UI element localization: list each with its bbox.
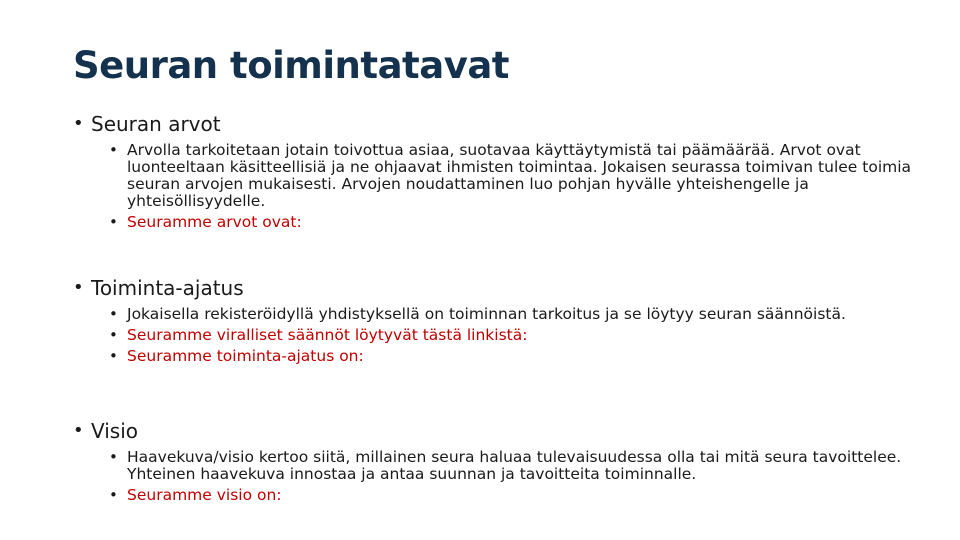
mission-description (109, 306, 917, 323)
values-statement-text: Seuramme arvot ovat: (127, 213, 302, 231)
section-vision (73, 419, 913, 504)
heading-text: Visio (91, 419, 139, 443)
bullet-icon: • (109, 141, 118, 159)
slide-title: Seuran toimintatavat (73, 44, 509, 87)
bullet-icon: • (73, 277, 84, 298)
section-heading-values (73, 112, 913, 136)
section-heading-mission (73, 276, 913, 300)
heading-text: Toiminta-ajatus (91, 276, 244, 300)
bullet-icon: • (73, 420, 84, 441)
bullet-icon: • (109, 305, 118, 323)
values-description-text: Arvolla tarkoitetaan jotain toivottua asiaa, suotavaa käyttäytymistä tai päämäärää. Arvot ovat luonteeltaan käsitteellisiä ja ne ohjaavat ihmisten toimintaa. Jokaisen seurassa toimivan tulee toimia seuran arvojen mukaisesti. Arvojen noudattaminen luo pohjan hyvälle yhteishengelle ja yhteisöllisyydelle. (127, 141, 912, 210)
section-mission (73, 276, 913, 365)
bullet-icon: • (109, 213, 118, 231)
vision-statement (109, 487, 917, 504)
bullet-icon: • (109, 448, 118, 466)
heading-text: Seuran arvot (91, 112, 221, 136)
vision-description-text: Haavekuva/visio kertoo siitä, millainen seura haluaa tulevaisuudessa olla tai mitä seura tavoittelee. Yhteinen haavekuva innostaa ja antaa suunnan ja tavoitteita toiminnalle. (127, 448, 902, 483)
mission-statement (109, 348, 917, 365)
bullet-icon: • (73, 113, 84, 134)
mission-description-text: Jokaisella rekisteröidyllä yhdistyksellä on toiminnan tarkoitus ja se löytyy seuran säännöistä. (127, 305, 846, 323)
section-heading-vision (73, 419, 913, 443)
rules-link-statement (109, 327, 917, 344)
section-values (73, 112, 913, 231)
vision-statement-text: Seuramme visio on: (127, 486, 282, 504)
vision-description (109, 449, 917, 483)
bullet-icon: • (109, 347, 118, 365)
values-description (109, 142, 917, 210)
rules-link-text: Seuramme viralliset säännöt löytyvät tästä linkistä: (127, 326, 528, 344)
bullet-icon: • (109, 326, 118, 344)
mission-statement-text: Seuramme toiminta-ajatus on: (127, 347, 364, 365)
bullet-icon: • (109, 486, 118, 504)
values-statement (109, 214, 917, 231)
